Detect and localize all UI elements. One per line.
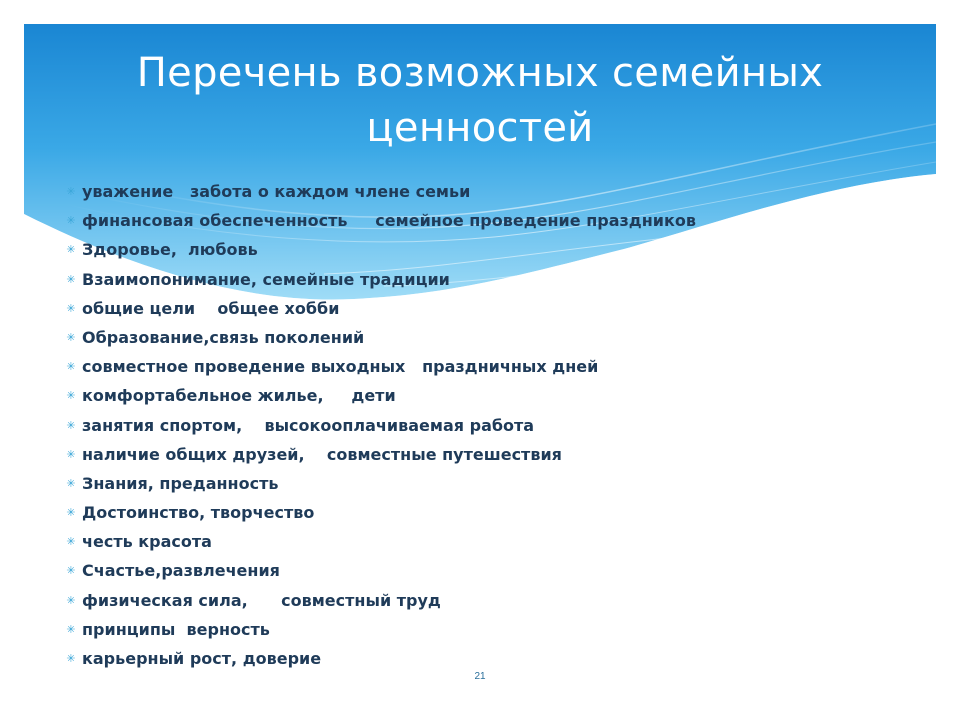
list-item-text: общие цели общее хобби — [82, 298, 340, 318]
list-item — [64, 411, 696, 440]
list-item-text: занятия спортом, высокооплачиваемая работа — [82, 415, 535, 435]
asterisk-bullet-icon: ✳ — [66, 506, 76, 520]
list-item-text: принципы верность — [82, 619, 270, 639]
asterisk-bullet-icon: ✳ — [66, 214, 76, 228]
asterisk-bullet-icon: ✳ — [66, 272, 76, 286]
list-item — [64, 615, 696, 644]
page-number: 21 — [474, 671, 486, 682]
list-item-text: комфортабельное жилье, дети — [82, 386, 396, 406]
asterisk-bullet-icon: ✳ — [66, 360, 76, 374]
list-item-text: карьерный рост, доверие — [82, 649, 322, 668]
list-item-text: физическая сила, совместный труд — [82, 590, 441, 610]
asterisk-bullet-icon: ✳ — [66, 447, 76, 461]
asterisk-bullet-icon: ✳ — [66, 301, 76, 315]
list-item-text: Образование,связь поколений — [82, 327, 365, 347]
list-item — [64, 177, 696, 206]
asterisk-bullet-icon: ✳ — [66, 564, 76, 578]
list-item-text: совместное проведение выходных праздничных дней — [82, 357, 599, 377]
asterisk-bullet-icon: ✳ — [66, 330, 76, 344]
asterisk-bullet-icon: ✳ — [66, 476, 76, 490]
list-item-text: финансовая обеспеченность семейное проведение праздников — [82, 211, 696, 231]
list-item — [64, 294, 696, 323]
slide-title-line-2: ценностей — [366, 105, 594, 151]
asterisk-bullet-icon: ✳ — [66, 243, 76, 257]
list-item-text: уважение забота о каждом члене семьи — [82, 182, 471, 201]
list-item-text: Счастье,развлечения — [82, 561, 280, 581]
asterisk-bullet-icon: ✳ — [66, 185, 76, 198]
list-item-text: Взаимопонимание, семейные традиции — [82, 269, 450, 289]
list-item — [64, 265, 696, 294]
asterisk-bullet-icon: ✳ — [66, 593, 76, 607]
slide-title — [24, 46, 936, 156]
list-item-text: Знания, преданность — [82, 473, 279, 493]
list-item — [64, 469, 696, 498]
list-item — [64, 586, 696, 615]
list-item — [64, 381, 696, 410]
asterisk-bullet-icon: ✳ — [66, 418, 76, 432]
slide-title-line-1: Перечень возможных семейных — [136, 50, 824, 96]
list-item-text: Здоровье, любовь — [82, 240, 258, 260]
asterisk-bullet-icon: ✳ — [66, 389, 76, 403]
list-item — [64, 352, 696, 381]
list-item — [64, 235, 696, 264]
list-item — [64, 527, 696, 556]
list-item — [64, 556, 696, 585]
list-item — [64, 323, 696, 352]
list-item-text: честь красота — [82, 532, 212, 552]
list-item — [64, 644, 696, 673]
list-item — [64, 440, 696, 469]
list-item-text: Достоинство, творчество — [82, 503, 315, 523]
family-values-list — [64, 177, 696, 673]
list-item — [64, 206, 696, 235]
list-item — [64, 498, 696, 527]
asterisk-bullet-icon: ✳ — [66, 652, 76, 665]
asterisk-bullet-icon: ✳ — [66, 535, 76, 549]
asterisk-bullet-icon: ✳ — [66, 622, 76, 636]
list-item-text: наличие общих друзей, совместные путешествия — [82, 444, 562, 464]
